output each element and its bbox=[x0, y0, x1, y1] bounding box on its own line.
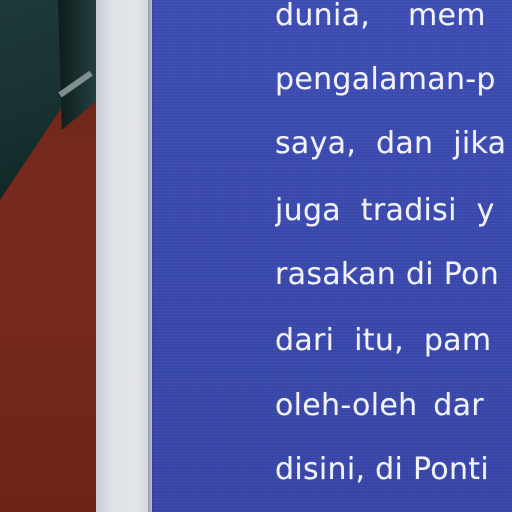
border-shadow bbox=[148, 0, 154, 512]
text-line-7: oleh-oleh dar bbox=[275, 388, 484, 423]
panel-text-block bbox=[275, 0, 512, 512]
text-line-8: disini, di Ponti bbox=[275, 452, 489, 487]
text-line-4: juga tradisi y bbox=[275, 193, 495, 228]
white-border-strip bbox=[96, 0, 152, 512]
text-line-5: rasakan di Pon bbox=[275, 257, 500, 292]
text-line-3: saya, dan jika bbox=[275, 126, 507, 161]
text-line-2: pengalaman-p bbox=[275, 62, 496, 97]
text-line-1: dunia, mem bbox=[275, 0, 486, 33]
text-line-6: dari itu, pam bbox=[275, 323, 492, 358]
